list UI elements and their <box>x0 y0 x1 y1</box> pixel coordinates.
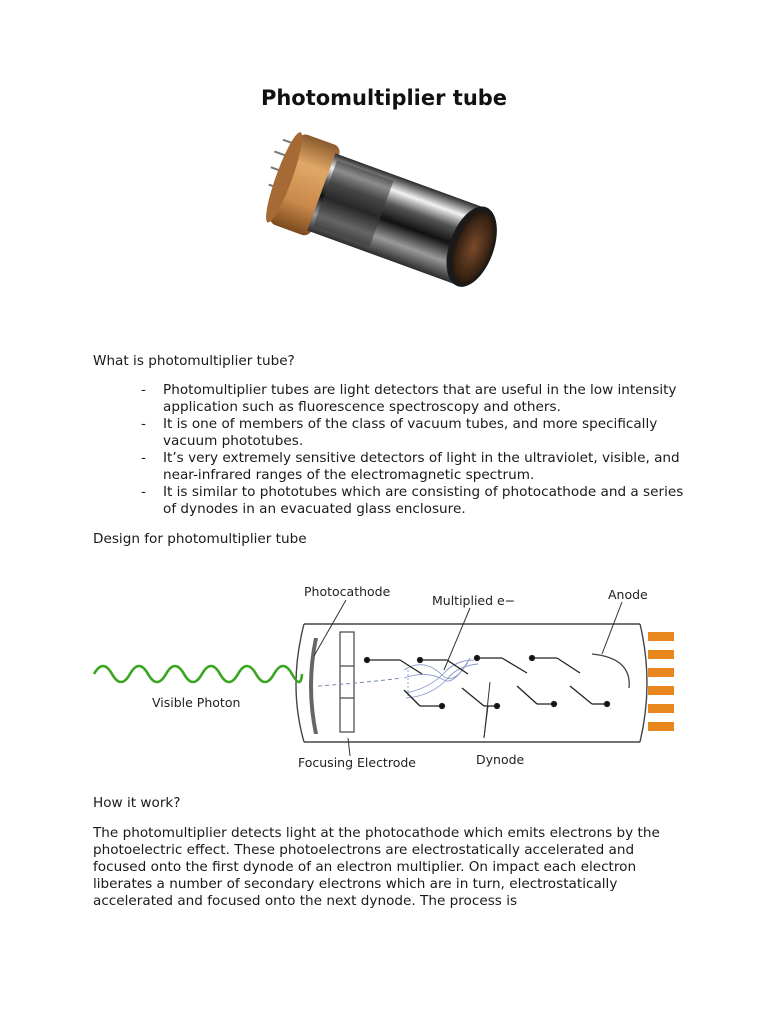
list-item <box>93 382 693 416</box>
dynodes <box>365 656 610 709</box>
focusing-electrode <box>340 632 354 732</box>
label-focusing-electrode: Focusing Electrode <box>298 755 416 770</box>
bullet-text: It is similar to phototubes which are consisting of photocathode and a series of dynodes in an evacuated glass enclosure. <box>163 484 684 517</box>
label-multiplied-electrons: Multiplied e− <box>432 593 516 608</box>
label-photocathode: Photocathode <box>304 584 391 599</box>
label-dynode: Dynode <box>476 752 525 767</box>
design-heading: Design for photomultiplier tube <box>93 531 307 547</box>
visible-photon-wave <box>94 666 302 682</box>
label-visible-photon: Visible Photon <box>152 695 241 710</box>
list-item <box>93 484 693 518</box>
bullet-marker: - <box>141 416 146 432</box>
how-heading: How it work? <box>93 795 181 811</box>
bullet-marker: - <box>141 450 146 466</box>
pmt-diagram <box>92 578 682 778</box>
bullet-text: Photomultiplier tubes are light detectors that are useful in the low intensity application such as fluorescence spectroscopy and others. <box>163 382 677 415</box>
anode-pins <box>648 632 674 731</box>
photomultiplier-tube-photo <box>232 130 538 340</box>
how-paragraph: The photomultiplier detects light at the photocathode which emits electrons by the photoelectric effect. These photoelectrons are electrostatically accelerated and focused onto the first dynode of an electron multiplier. On impact each electron liberates a number of secondary electrons which are in turn, electrostatically accelerated and focused onto the next dynode. The process is <box>93 825 660 909</box>
bullet-marker: - <box>141 484 146 500</box>
list-item <box>93 450 693 484</box>
label-anode: Anode <box>608 587 648 602</box>
question-what: What is photomultiplier tube? <box>93 353 295 369</box>
bullet-list <box>93 382 693 518</box>
bullet-text: It is one of members of the class of vacuum tubes, and more specifically vacuum phototubes. <box>163 416 658 449</box>
page-title: Photomultiplier tube <box>260 86 508 110</box>
list-item <box>93 416 693 450</box>
photocathode-plate <box>309 638 318 734</box>
tube-outline <box>296 624 647 742</box>
bullet-text: It’s very extremely sensitive detectors of light in the ultraviolet, visible, and near-infrared ranges of the electromagnetic spectrum. <box>163 450 680 483</box>
bullet-marker: - <box>141 382 146 398</box>
anode <box>592 654 629 688</box>
electron-path <box>318 678 402 686</box>
